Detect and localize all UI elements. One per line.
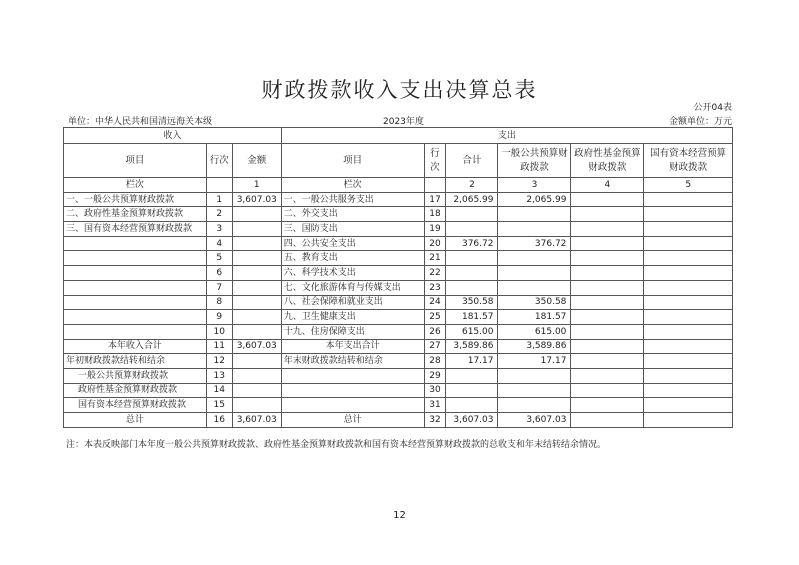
- state-capital-cell: [644, 222, 733, 237]
- budget-table: [63, 127, 733, 428]
- table-row: [64, 236, 733, 251]
- table-row: [64, 310, 733, 325]
- income-item-cell: 三、国有资本经营预算财政拨款: [64, 222, 207, 237]
- expense-item-cell: [281, 368, 424, 383]
- income-rowno-cell: 2: [206, 207, 232, 222]
- income-item-cell: 政府性基金预算财政拨款: [64, 383, 207, 398]
- income-item-cell: 国有资本经营预算财政拨款: [64, 398, 207, 413]
- table-row: [64, 222, 733, 237]
- index-cell: 栏次: [64, 178, 207, 193]
- expense-item-cell: 二、外交支出: [281, 207, 424, 222]
- total-header: 合计: [446, 144, 498, 178]
- index-cell: 5: [644, 178, 733, 193]
- total-cell: 181.57: [446, 310, 498, 325]
- index-cell: 2: [446, 178, 498, 193]
- expense-rowno-cell: 30: [424, 383, 446, 398]
- index-cell: 4: [571, 178, 644, 193]
- expense-header: 支出: [281, 128, 732, 144]
- income-item-cell: 总计: [64, 413, 207, 428]
- income-item-cell: [64, 295, 207, 310]
- expense-item-header: 项目: [281, 144, 424, 178]
- income-amount-cell: [232, 280, 281, 295]
- income-rowno-cell: 3: [206, 222, 232, 237]
- gov-fund-cell: [571, 280, 644, 295]
- gov-fund-cell: [571, 339, 644, 354]
- general-budget-cell: [498, 207, 571, 222]
- state-capital-cell: [644, 413, 733, 428]
- gov-fund-cell: [571, 266, 644, 281]
- expense-rowno-cell: 22: [424, 266, 446, 281]
- expense-rowno-cell: 24: [424, 295, 446, 310]
- expense-rowno-cell: 25: [424, 310, 446, 325]
- income-rowno-cell: 4: [206, 236, 232, 251]
- income-amount-cell: [232, 310, 281, 325]
- income-item-header: 项目: [64, 144, 207, 178]
- page-number: 12: [393, 510, 406, 521]
- expense-item-cell: 本年支出合计: [281, 339, 424, 354]
- income-item-cell: [64, 251, 207, 266]
- income-amount-cell: [232, 324, 281, 339]
- table-row: [64, 368, 733, 383]
- index-cell: 1: [232, 178, 281, 193]
- expense-item-cell: 六、科学技术支出: [281, 266, 424, 281]
- index-cell: [424, 178, 446, 193]
- general-budget-cell: [498, 251, 571, 266]
- state-capital-cell: [644, 251, 733, 266]
- gov-fund-cell: [571, 222, 644, 237]
- income-item-cell: [64, 236, 207, 251]
- expense-item-cell: 五、教育支出: [281, 251, 424, 266]
- income-item-cell: [64, 310, 207, 325]
- expense-item-cell: [281, 383, 424, 398]
- total-cell: [446, 222, 498, 237]
- income-item-cell: [64, 324, 207, 339]
- income-rowno-cell: 8: [206, 295, 232, 310]
- table-row: [64, 207, 733, 222]
- income-item-cell: 一般公共预算财政拨款: [64, 368, 207, 383]
- income-rowno-cell: 16: [206, 413, 232, 428]
- state-capital-header: 国有资本经营预算财政拨款: [644, 144, 733, 178]
- table-row: [64, 354, 733, 369]
- income-amount-cell: [232, 354, 281, 369]
- table-row: [64, 324, 733, 339]
- expense-rowno-cell: 28: [424, 354, 446, 369]
- table-row: [64, 192, 733, 207]
- table-row: [64, 280, 733, 295]
- total-cell: [446, 207, 498, 222]
- total-cell: 350.58: [446, 295, 498, 310]
- income-amount-cell: [232, 251, 281, 266]
- table-row: [64, 266, 733, 281]
- total-cell: 17.17: [446, 354, 498, 369]
- expense-item-cell: 年末财政拨款结转和结余: [281, 354, 424, 369]
- expense-item-cell: [281, 398, 424, 413]
- general-budget-cell: [498, 398, 571, 413]
- footnote: 注：本表反映部门本年度一般公共预算财政拨款、政府性基金预算财政拨款和国有资本经营预算财政拨款的总收支和年末结转结余情况。: [66, 440, 607, 450]
- gov-fund-cell: [571, 368, 644, 383]
- gov-fund-cell: [571, 251, 644, 266]
- report-title: 财政拨款收入支出决算总表: [261, 78, 538, 102]
- state-capital-cell: [644, 192, 733, 207]
- general-budget-cell: [498, 266, 571, 281]
- total-cell: [446, 266, 498, 281]
- state-capital-cell: [644, 354, 733, 369]
- expense-rowno-cell: 27: [424, 339, 446, 354]
- income-item-cell: 一、一般公共预算财政拨款: [64, 192, 207, 207]
- income-amount-cell: [232, 222, 281, 237]
- income-amount-header: 金额: [232, 144, 281, 178]
- income-rowno-cell: 9: [206, 310, 232, 325]
- index-cell: [206, 178, 232, 193]
- income-rowno-cell: 7: [206, 280, 232, 295]
- gov-fund-header: 政府性基金预算财政拨款: [571, 144, 644, 178]
- income-amount-cell: [232, 295, 281, 310]
- expense-item-cell: 九、卫生健康支出: [281, 310, 424, 325]
- income-item-cell: 本年收入合计: [64, 339, 207, 354]
- form-code: 公开04表: [693, 103, 732, 113]
- table-row: [64, 413, 733, 428]
- income-rowno-cell: 11: [206, 339, 232, 354]
- total-cell: [446, 280, 498, 295]
- general-budget-cell: 3,589.86: [498, 339, 571, 354]
- expense-rowno-cell: 17: [424, 192, 446, 207]
- total-cell: [446, 398, 498, 413]
- expense-item-cell: 一、一般公共服务支出: [281, 192, 424, 207]
- income-amount-cell: [232, 266, 281, 281]
- total-cell: [446, 368, 498, 383]
- general-budget-cell: 3,607.03: [498, 413, 571, 428]
- income-rowno-cell: 10: [206, 324, 232, 339]
- income-rowno-cell: 5: [206, 251, 232, 266]
- income-rowno-cell: 14: [206, 383, 232, 398]
- income-rowno-header: 行次: [206, 144, 232, 178]
- gov-fund-cell: [571, 383, 644, 398]
- general-budget-cell: 181.57: [498, 310, 571, 325]
- total-cell: 376.72: [446, 236, 498, 251]
- income-rowno-cell: 12: [206, 354, 232, 369]
- gov-fund-cell: [571, 324, 644, 339]
- index-cell: 栏次: [281, 178, 424, 193]
- state-capital-cell: [644, 236, 733, 251]
- expense-rowno-cell: 26: [424, 324, 446, 339]
- expense-item-cell: 三、国防支出: [281, 222, 424, 237]
- table-row: [64, 251, 733, 266]
- state-capital-cell: [644, 383, 733, 398]
- general-budget-cell: [498, 280, 571, 295]
- total-cell: [446, 251, 498, 266]
- index-cell: 3: [498, 178, 571, 193]
- state-capital-cell: [644, 207, 733, 222]
- gov-fund-cell: [571, 295, 644, 310]
- income-rowno-cell: 13: [206, 368, 232, 383]
- expense-item-cell: 十九、住房保障支出: [281, 324, 424, 339]
- expense-item-cell: 总计: [281, 413, 424, 428]
- expense-rowno-cell: 23: [424, 280, 446, 295]
- gov-fund-cell: [571, 236, 644, 251]
- income-amount-cell: 3,607.03: [232, 192, 281, 207]
- general-budget-cell: [498, 383, 571, 398]
- total-cell: [446, 383, 498, 398]
- state-capital-cell: [644, 368, 733, 383]
- gov-fund-cell: [571, 310, 644, 325]
- index-row: [64, 178, 733, 193]
- income-amount-cell: 3,607.03: [232, 339, 281, 354]
- expense-rowno-cell: 29: [424, 368, 446, 383]
- expense-rowno-cell: 20: [424, 236, 446, 251]
- gov-fund-cell: [571, 398, 644, 413]
- expense-rowno-cell: 18: [424, 207, 446, 222]
- expense-item-cell: 八、社会保障和就业支出: [281, 295, 424, 310]
- state-capital-cell: [644, 398, 733, 413]
- total-cell: 2,065.99: [446, 192, 498, 207]
- general-budget-cell: [498, 222, 571, 237]
- general-budget-cell: 615.00: [498, 324, 571, 339]
- expense-rowno-header: 行次: [424, 144, 446, 178]
- income-amount-cell: [232, 398, 281, 413]
- gov-fund-cell: [571, 354, 644, 369]
- expense-rowno-cell: 19: [424, 222, 446, 237]
- income-header: 收入: [64, 128, 282, 144]
- gov-fund-cell: [571, 207, 644, 222]
- general-budget-cell: 350.58: [498, 295, 571, 310]
- income-rowno-cell: 1: [206, 192, 232, 207]
- table-row: [64, 339, 733, 354]
- expense-rowno-cell: 31: [424, 398, 446, 413]
- income-amount-cell: [232, 368, 281, 383]
- total-cell: 615.00: [446, 324, 498, 339]
- income-amount-cell: [232, 383, 281, 398]
- state-capital-cell: [644, 295, 733, 310]
- expense-item-cell: 七、文化旅游体育与传媒支出: [281, 280, 424, 295]
- state-capital-cell: [644, 310, 733, 325]
- income-rowno-cell: 6: [206, 266, 232, 281]
- gov-fund-cell: [571, 192, 644, 207]
- income-item-cell: 年初财政拨款结转和结余: [64, 354, 207, 369]
- income-rowno-cell: 15: [206, 398, 232, 413]
- unit-label: 单位：中华人民共和国清远海关本级: [68, 117, 213, 127]
- general-budget-header: 一般公共预算财政拨款: [498, 144, 571, 178]
- expense-rowno-cell: 32: [424, 413, 446, 428]
- income-item-cell: [64, 266, 207, 281]
- income-amount-cell: 3,607.03: [232, 413, 281, 428]
- table-row: [64, 383, 733, 398]
- income-item-cell: [64, 280, 207, 295]
- table-row: [64, 295, 733, 310]
- total-cell: 3,607.03: [446, 413, 498, 428]
- table-row: [64, 398, 733, 413]
- income-amount-cell: [232, 236, 281, 251]
- state-capital-cell: [644, 339, 733, 354]
- state-capital-cell: [644, 280, 733, 295]
- expense-rowno-cell: 21: [424, 251, 446, 266]
- general-budget-cell: 2,065.99: [498, 192, 571, 207]
- money-unit-label: 金额单位：万元: [668, 117, 732, 127]
- state-capital-cell: [644, 324, 733, 339]
- income-amount-cell: [232, 207, 281, 222]
- expense-item-cell: 四、公共安全支出: [281, 236, 424, 251]
- gov-fund-cell: [571, 413, 644, 428]
- income-item-cell: 二、政府性基金预算财政拨款: [64, 207, 207, 222]
- state-capital-cell: [644, 266, 733, 281]
- total-cell: 3,589.86: [446, 339, 498, 354]
- general-budget-cell: 17.17: [498, 354, 571, 369]
- general-budget-cell: [498, 368, 571, 383]
- general-budget-cell: 376.72: [498, 236, 571, 251]
- year-label: 2023年度: [383, 117, 424, 127]
